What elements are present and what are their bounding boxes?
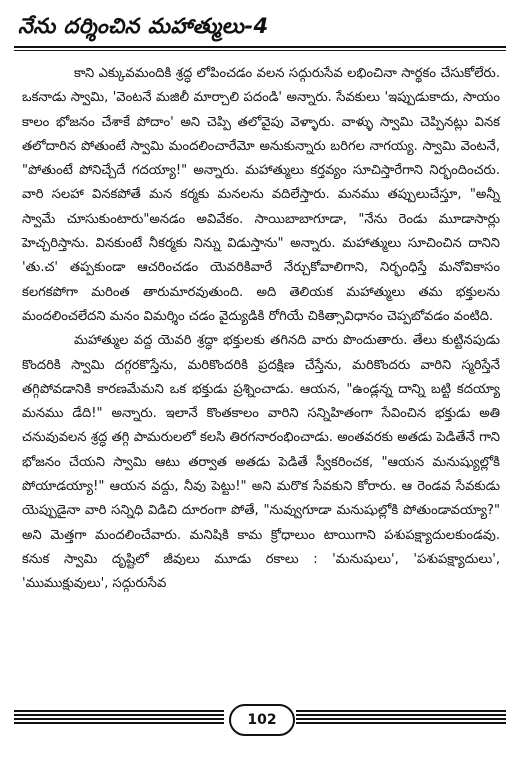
body-text xyxy=(22,62,500,597)
paragraph-2: మహాత్ముల వద్ద యెవరి శ్రద్ధా భక్తులకు తగినది వారు పొందుతారు. తేలు కుట్టినపుడు కొందరికి స్వామి దగ్గరకొస్తేను, మరికొందరికి ప్రదక్షిణ చేస్తేను, మరికొందరు వారిని స్మరిస్తేనే తగ్గిపోవడానికి కారణమేమని ఒక భక్తుడు ప్రశ్నించాడు. ఆయన, "ఉండ్లన్న దాన్ని బట్టి కదయ్యా మనము డేది!" అన్నారు. ఇలానే కొంతకాలం వారిని సన్నిహితంగా సేవించిన భక్తుడు అతి చనువువలన శ్రద్ధ తగ్గి పామరులలో కలసి తిరగనారంభించాడు. అంతవరకు అతడు పెడితేనే గాని భోజనం చేయని స్వామి ఆటు తర్వాత అతడు పెడితే స్వీకరించక, "ఆయన మనుష్యుల్లోకి పోయాడయ్యా!" ఆయన వద్దు, నీవు పెట్టు!" అని మరొక సేవకుని కోరారు. ఆ రెండవ సేవకుడు యెప్పుడైనా వారి సన్నిధి విడిచి దూరంగా పోతే, "నువ్వుగూడా మనుషుల్లోకి పోతుండావయ్యా?" అని మెత్తగా మందలించేవారు. మనిషికి కామ క్రోధాలుం టాయిగాని పశుపక్ష్యాదులకుండవు. కనుక స్వామి దృష్టిలో జీవులు మూడు రకాలు : 'మనుషులు', 'పశుపక్ష్యాదులు', 'ముముక్షువులు', సద్గురుసేవ xyxy=(22,333,500,592)
running-title: నేను దర్శించిన మహాత్ములు-4 xyxy=(18,14,269,38)
paragraph-1: కాని ఎక్కువమందికి శ్రద్ధ లోపించడం వలన సద్గురుసేవ లభించినా సార్థకం చేసుకోలేరు. ఒకనాడు స్వామి, 'వెంటనే మజిలీ మార్చాలి పదండి' అన్నారు. సేవకులు 'ఇప్పుడుకాదు, సాయం కాలం భోజనం చేశాకే పోదాం' అని చెప్పి తలోవైపు వెళ్ళారు. వాళ్ళు స్వామి చెప్పినట్లు వినక తలోదారిన పోతుంటే స్వామి మందలించారేమో అనుకున్నారు బరిగల నాగయ్య. స్వామి వెంటనే, "పోతుంటే పోనిచ్చేదే గదయ్యా!" అన్నారు. మహాత్ములు కర్తవ్యం సూచిస్తారేగాని నిర్భందించరు. వారి సలహా వినకపోతే మన కర్మకు మనలను వదిలేస్తారు. మనము తప్పులుచేస్తూ, "అన్నీ స్వామే చూసుకుంటారు"అనడం అవివేకం. సాయిబాబాగూడా, "నేను రెండు మూడాసార్లు హెచ్చరిస్తాను. వినకుంటే నీకర్మకు నిన్ను విడుస్తాను" అన్నారు. మహాత్ములు సూచించిన దానిని 'తు.చ' తప్పకుండా ఆచరించడం యెవరికివారే నేర్చుకోవాలిగాని, నిర్భంధిస్తే మనోవికాసం కలగకపోగా మరింత తారుమారవుతుంది. అది తెలియక మహాత్ములు తమ భక్తులను మందలించలేదని మనం విమర్శిం చడం వైద్యుడికి రోగియే చికిత్సావిధానం చెప్పబోవడం వంటిది. xyxy=(22,66,500,324)
footer-stripes-right xyxy=(296,710,506,728)
page-footer xyxy=(14,700,506,748)
page-header xyxy=(14,12,506,50)
page-number: 102 xyxy=(229,704,295,736)
header-rule-thin xyxy=(14,50,506,51)
footer-stripes-left xyxy=(14,710,224,728)
header-rule-thick xyxy=(14,46,506,48)
